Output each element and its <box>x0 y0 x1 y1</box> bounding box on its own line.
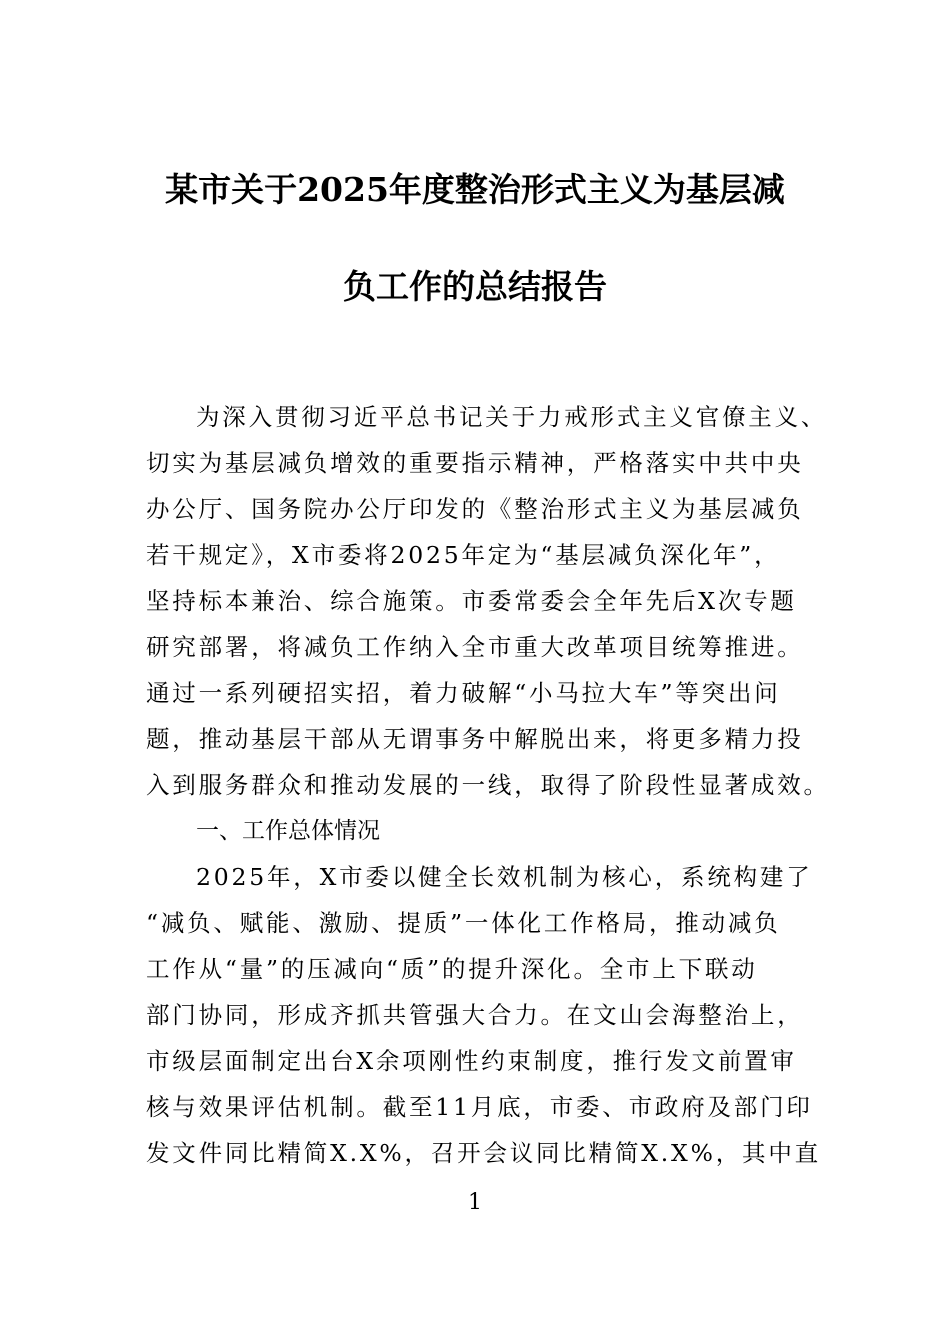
section-heading: 一、工作总体情况 <box>196 818 380 844</box>
paragraph-1-line: 为深入贯彻习近平总书记关于力戒形式主义官僚主义、 <box>196 403 828 431</box>
paragraph-1-line: 办公厅、国务院办公厅印发的《整治形式主义为基层减负 <box>146 495 804 523</box>
paragraph-2-line: 部门协同，形成齐抓共管强大合力。在文山会海整治上， <box>146 1001 804 1029</box>
paragraph-2-line: 市级层面制定出台X余项刚性约束制度，推行发文前置审 <box>146 1047 797 1075</box>
document-title-line-1: 某市关于2025年度整治形式主义为基层减 <box>165 170 785 209</box>
paragraph-1-line: 若干规定》，X市委将2025年定为“基层减负深化年”， <box>146 541 781 569</box>
document-title-line-2: 负工作的总结报告 <box>343 267 607 306</box>
paragraph-1-line: 入到服务群众和推动发展的一线，取得了阶段性显著成效。 <box>146 771 830 799</box>
paragraph-1-line: 通过一系列硬招实招，着力破解“小马拉大车”等突出问 <box>146 679 781 707</box>
paragraph-1-line: 切实为基层减负增效的重要指示精神，严格落实中共中央 <box>146 449 804 477</box>
paragraph-2-line: 工作从“量”的压减向“质”的提升深化。全市上下联动 <box>146 955 758 983</box>
paragraph-1-line: 题，推动基层干部从无谓事务中解脱出来，将更多精力投 <box>146 725 804 753</box>
paragraph-2-line: 发文件同比精简X.X%，召开会议同比精简X.X%，其中直 <box>146 1139 821 1167</box>
paragraph-1-line: 研究部署，将减负工作纳入全市重大改革项目统筹推进。 <box>146 633 804 661</box>
paragraph-1-line: 坚持标本兼治、综合施策。市委常委会全年先后X次专题 <box>146 587 797 615</box>
paragraph-2-line: 2025年，X市委以健全长效机制为核心，系统构建了 <box>196 863 813 891</box>
page-number: 1 <box>468 1190 482 1215</box>
paragraph-2-line: “减负、赋能、激励、提质”一体化工作格局，推动减负 <box>146 909 781 937</box>
paragraph-2-line: 核与效果评估机制。截至11月底，市委、市政府及部门印 <box>146 1093 813 1121</box>
